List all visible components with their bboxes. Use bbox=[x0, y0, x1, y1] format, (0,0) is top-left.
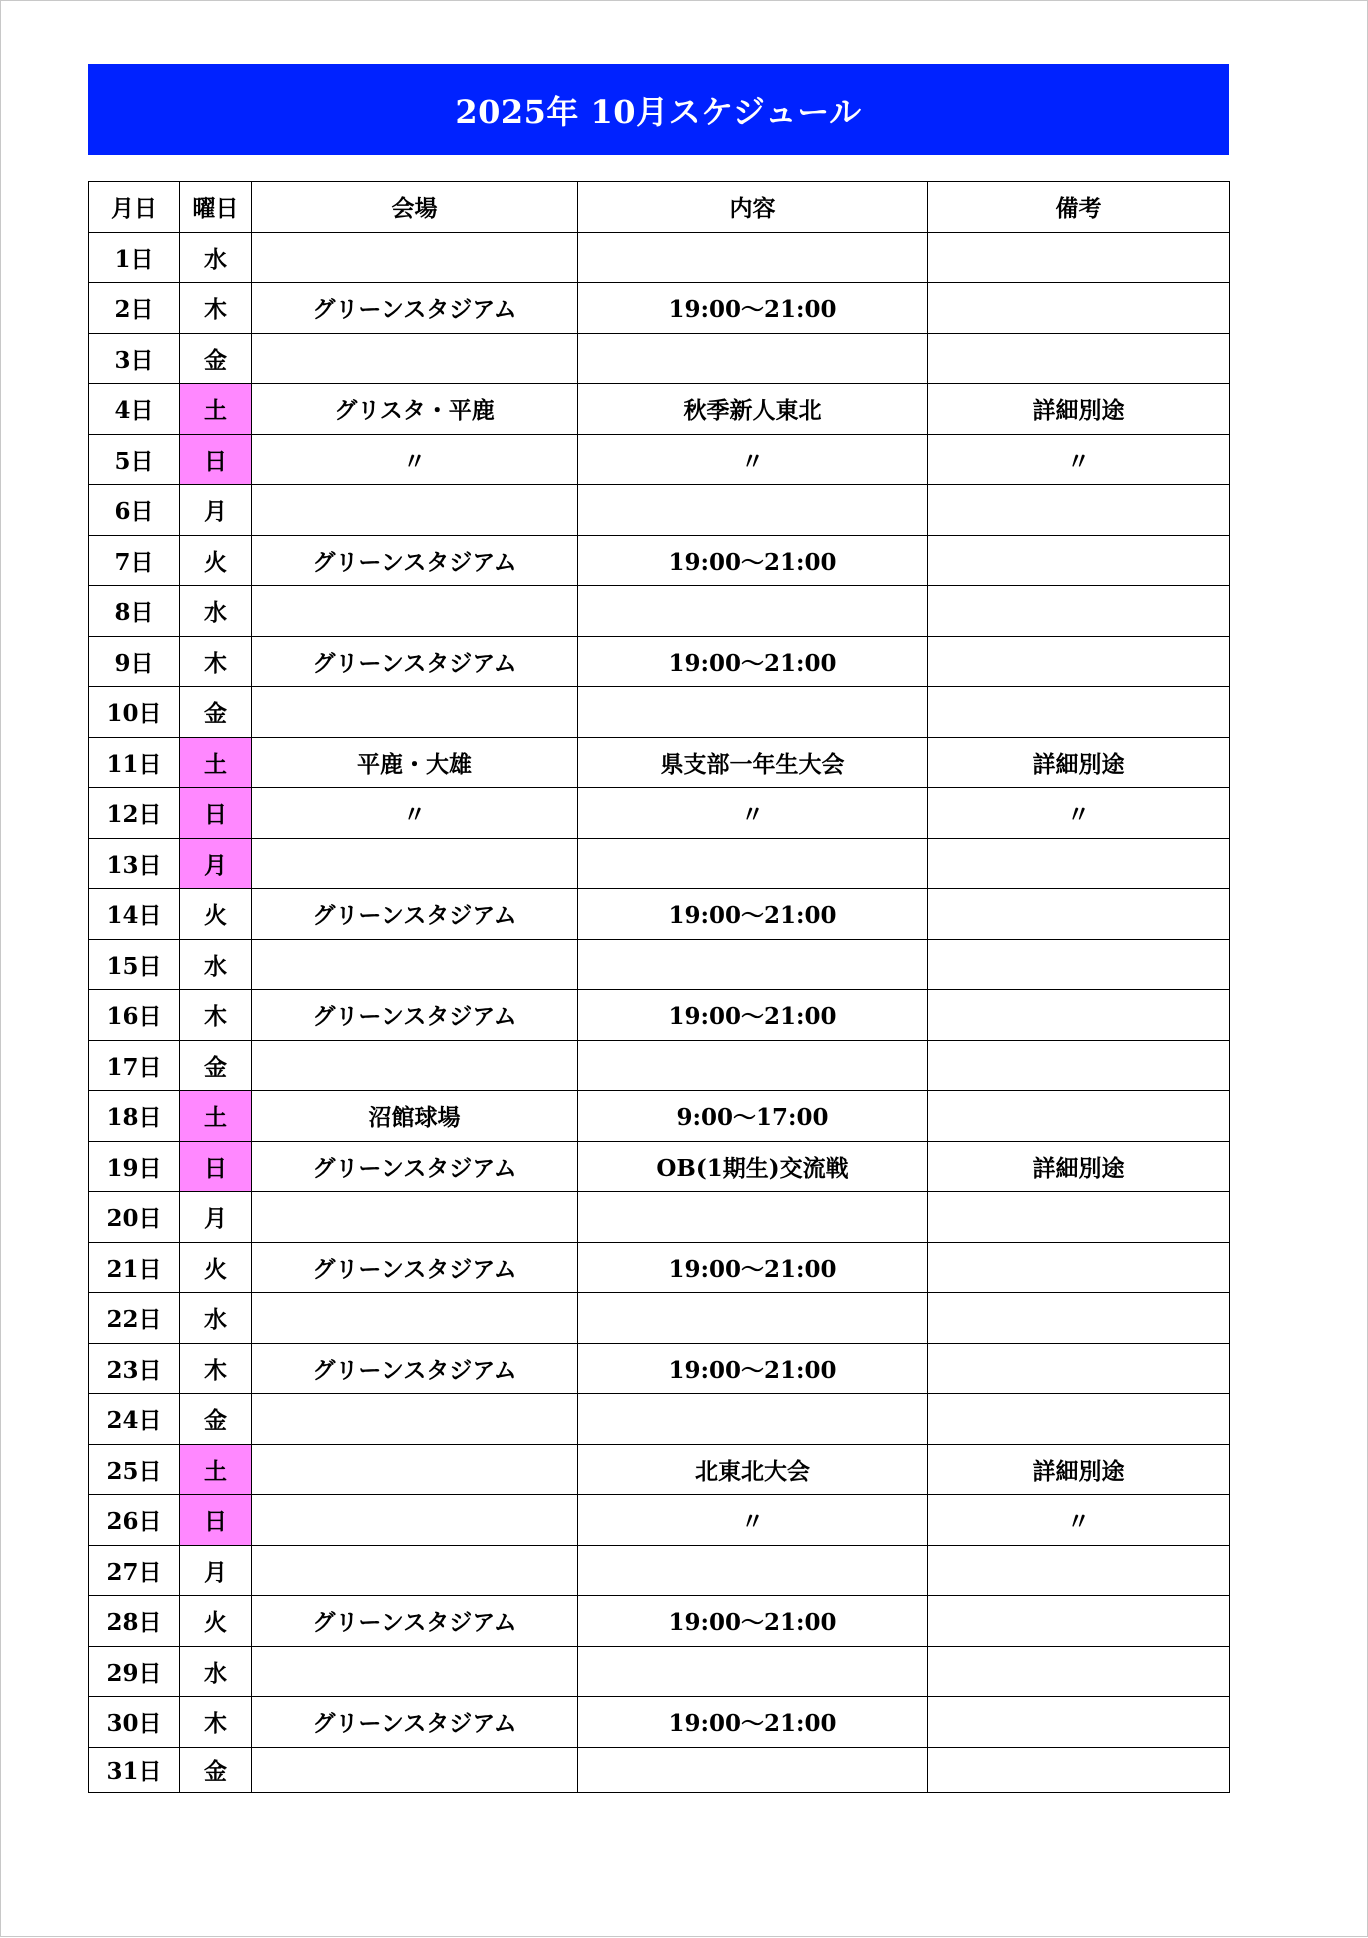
weekday-cell: 土 bbox=[180, 384, 252, 435]
content-cell: 〃 bbox=[578, 788, 928, 839]
weekday-cell: 日 bbox=[180, 1495, 252, 1546]
table-row bbox=[89, 788, 1230, 839]
venue-cell: グリーンスタジアム bbox=[252, 535, 578, 586]
venue-cell: 平鹿・大雄 bbox=[252, 737, 578, 788]
notes-cell bbox=[928, 1697, 1230, 1748]
weekday-cell: 月 bbox=[180, 838, 252, 889]
table-header-row bbox=[89, 182, 1230, 233]
weekday-cell: 金 bbox=[180, 1394, 252, 1445]
weekday-cell: 金 bbox=[180, 1040, 252, 1091]
content-cell bbox=[578, 586, 928, 637]
table-row bbox=[89, 687, 1230, 738]
weekday-cell: 水 bbox=[180, 939, 252, 990]
venue-cell: 沼館球場 bbox=[252, 1091, 578, 1142]
weekday-cell: 水 bbox=[180, 586, 252, 637]
table-row bbox=[89, 889, 1230, 940]
weekday-cell: 土 bbox=[180, 737, 252, 788]
table-row bbox=[89, 1545, 1230, 1596]
date-cell: 1日 bbox=[89, 232, 180, 283]
venue-cell bbox=[252, 1495, 578, 1546]
date-cell: 4日 bbox=[89, 384, 180, 435]
content-cell bbox=[578, 485, 928, 536]
content-cell: 9:00～17:00 bbox=[578, 1091, 928, 1142]
notes-cell bbox=[928, 939, 1230, 990]
notes-cell bbox=[928, 636, 1230, 687]
table-row bbox=[89, 1394, 1230, 1445]
date-cell: 17日 bbox=[89, 1040, 180, 1091]
notes-cell bbox=[928, 1596, 1230, 1647]
weekday-cell: 金 bbox=[180, 1747, 252, 1792]
table-row bbox=[89, 838, 1230, 889]
content-cell bbox=[578, 1040, 928, 1091]
header-date: 月日 bbox=[89, 182, 180, 233]
notes-cell bbox=[928, 1192, 1230, 1243]
date-cell: 20日 bbox=[89, 1192, 180, 1243]
weekday-cell: 火 bbox=[180, 1242, 252, 1293]
venue-cell bbox=[252, 939, 578, 990]
weekday-cell: 日 bbox=[180, 1141, 252, 1192]
notes-cell bbox=[928, 687, 1230, 738]
table-row bbox=[89, 1747, 1230, 1792]
notes-cell bbox=[928, 1394, 1230, 1445]
table-row bbox=[89, 1495, 1230, 1546]
weekday-cell: 木 bbox=[180, 636, 252, 687]
table-row bbox=[89, 1141, 1230, 1192]
venue-cell bbox=[252, 1293, 578, 1344]
venue-cell bbox=[252, 333, 578, 384]
content-cell bbox=[578, 1192, 928, 1243]
table-row bbox=[89, 434, 1230, 485]
notes-cell bbox=[928, 485, 1230, 536]
table-row bbox=[89, 1596, 1230, 1647]
notes-cell bbox=[928, 586, 1230, 637]
content-cell: 19:00～21:00 bbox=[578, 283, 928, 334]
content-cell: 〃 bbox=[578, 1495, 928, 1546]
notes-cell bbox=[928, 1040, 1230, 1091]
venue-cell: グリーンスタジアム bbox=[252, 1596, 578, 1647]
weekday-cell: 木 bbox=[180, 1343, 252, 1394]
venue-cell bbox=[252, 485, 578, 536]
header-day: 曜日 bbox=[180, 182, 252, 233]
venue-cell bbox=[252, 687, 578, 738]
table-row bbox=[89, 485, 1230, 536]
table-row bbox=[89, 1697, 1230, 1748]
venue-cell: グリーンスタジアム bbox=[252, 1697, 578, 1748]
date-cell: 31日 bbox=[89, 1747, 180, 1792]
content-cell bbox=[578, 1747, 928, 1792]
weekday-cell: 火 bbox=[180, 1596, 252, 1647]
venue-cell bbox=[252, 1192, 578, 1243]
date-cell: 21日 bbox=[89, 1242, 180, 1293]
content-cell: 北東北大会 bbox=[578, 1444, 928, 1495]
notes-cell bbox=[928, 333, 1230, 384]
venue-cell bbox=[252, 1394, 578, 1445]
table-row bbox=[89, 1343, 1230, 1394]
venue-cell: グリーンスタジアム bbox=[252, 636, 578, 687]
table-row bbox=[89, 232, 1230, 283]
venue-cell: グリーンスタジアム bbox=[252, 889, 578, 940]
notes-cell bbox=[928, 1293, 1230, 1344]
date-cell: 22日 bbox=[89, 1293, 180, 1344]
content-cell: 19:00～21:00 bbox=[578, 889, 928, 940]
notes-cell bbox=[928, 1091, 1230, 1142]
date-cell: 5日 bbox=[89, 434, 180, 485]
content-cell: 〃 bbox=[578, 434, 928, 485]
weekday-cell: 月 bbox=[180, 485, 252, 536]
table-row bbox=[89, 1646, 1230, 1697]
venue-cell: グリーンスタジアム bbox=[252, 1141, 578, 1192]
table-row bbox=[89, 1293, 1230, 1344]
date-cell: 23日 bbox=[89, 1343, 180, 1394]
header-content: 内容 bbox=[578, 182, 928, 233]
date-cell: 30日 bbox=[89, 1697, 180, 1748]
date-cell: 10日 bbox=[89, 687, 180, 738]
venue-cell: グリーンスタジアム bbox=[252, 1343, 578, 1394]
table-row bbox=[89, 737, 1230, 788]
venue-cell: グリスタ・平鹿 bbox=[252, 384, 578, 435]
notes-cell: 〃 bbox=[928, 788, 1230, 839]
content-cell: 19:00～21:00 bbox=[578, 1596, 928, 1647]
weekday-cell: 木 bbox=[180, 1697, 252, 1748]
date-cell: 2日 bbox=[89, 283, 180, 334]
venue-cell bbox=[252, 232, 578, 283]
header-venue: 会場 bbox=[252, 182, 578, 233]
venue-cell: グリーンスタジアム bbox=[252, 283, 578, 334]
weekday-cell: 月 bbox=[180, 1192, 252, 1243]
content-cell: 19:00～21:00 bbox=[578, 535, 928, 586]
notes-cell bbox=[928, 535, 1230, 586]
content-cell bbox=[578, 1394, 928, 1445]
notes-cell: 〃 bbox=[928, 434, 1230, 485]
notes-cell bbox=[928, 838, 1230, 889]
weekday-cell: 水 bbox=[180, 232, 252, 283]
content-cell bbox=[578, 838, 928, 889]
venue-cell: グリーンスタジアム bbox=[252, 990, 578, 1041]
notes-cell bbox=[928, 1343, 1230, 1394]
weekday-cell: 日 bbox=[180, 788, 252, 839]
date-cell: 7日 bbox=[89, 535, 180, 586]
venue-cell: グリーンスタジアム bbox=[252, 1242, 578, 1293]
date-cell: 28日 bbox=[89, 1596, 180, 1647]
table-row bbox=[89, 1444, 1230, 1495]
table-row bbox=[89, 939, 1230, 990]
weekday-cell: 金 bbox=[180, 333, 252, 384]
table-row bbox=[89, 586, 1230, 637]
date-cell: 12日 bbox=[89, 788, 180, 839]
date-cell: 25日 bbox=[89, 1444, 180, 1495]
content-cell bbox=[578, 232, 928, 283]
venue-cell: 〃 bbox=[252, 434, 578, 485]
date-cell: 6日 bbox=[89, 485, 180, 536]
weekday-cell: 木 bbox=[180, 990, 252, 1041]
notes-cell bbox=[928, 1242, 1230, 1293]
notes-cell bbox=[928, 889, 1230, 940]
notes-cell: 詳細別途 bbox=[928, 384, 1230, 435]
content-cell: 19:00～21:00 bbox=[578, 1343, 928, 1394]
notes-cell: 〃 bbox=[928, 1495, 1230, 1546]
notes-cell bbox=[928, 1646, 1230, 1697]
content-cell: 19:00～21:00 bbox=[578, 1697, 928, 1748]
venue-cell bbox=[252, 1646, 578, 1697]
content-cell: 19:00～21:00 bbox=[578, 636, 928, 687]
table-row bbox=[89, 636, 1230, 687]
weekday-cell: 水 bbox=[180, 1293, 252, 1344]
notes-cell bbox=[928, 283, 1230, 334]
table-row bbox=[89, 1040, 1230, 1091]
date-cell: 24日 bbox=[89, 1394, 180, 1445]
content-cell: 19:00～21:00 bbox=[578, 1242, 928, 1293]
venue-cell bbox=[252, 1444, 578, 1495]
content-cell bbox=[578, 1646, 928, 1697]
date-cell: 27日 bbox=[89, 1545, 180, 1596]
venue-cell bbox=[252, 1545, 578, 1596]
venue-cell bbox=[252, 586, 578, 637]
content-cell bbox=[578, 939, 928, 990]
venue-cell bbox=[252, 1040, 578, 1091]
content-cell: 県支部一年生大会 bbox=[578, 737, 928, 788]
table-row bbox=[89, 1091, 1230, 1142]
weekday-cell: 水 bbox=[180, 1646, 252, 1697]
notes-cell bbox=[928, 1545, 1230, 1596]
content-cell bbox=[578, 1545, 928, 1596]
table-row bbox=[89, 283, 1230, 334]
notes-cell: 詳細別途 bbox=[928, 1141, 1230, 1192]
table-row bbox=[89, 990, 1230, 1041]
weekday-cell: 金 bbox=[180, 687, 252, 738]
date-cell: 16日 bbox=[89, 990, 180, 1041]
table-row bbox=[89, 1192, 1230, 1243]
notes-cell: 詳細別途 bbox=[928, 737, 1230, 788]
weekday-cell: 土 bbox=[180, 1091, 252, 1142]
date-cell: 26日 bbox=[89, 1495, 180, 1546]
date-cell: 3日 bbox=[89, 333, 180, 384]
notes-cell bbox=[928, 232, 1230, 283]
weekday-cell: 火 bbox=[180, 889, 252, 940]
date-cell: 15日 bbox=[89, 939, 180, 990]
content-cell bbox=[578, 333, 928, 384]
header-notes: 備考 bbox=[928, 182, 1230, 233]
weekday-cell: 月 bbox=[180, 1545, 252, 1596]
venue-cell bbox=[252, 1747, 578, 1792]
content-cell bbox=[578, 687, 928, 738]
date-cell: 9日 bbox=[89, 636, 180, 687]
notes-cell: 詳細別途 bbox=[928, 1444, 1230, 1495]
weekday-cell: 日 bbox=[180, 434, 252, 485]
date-cell: 13日 bbox=[89, 838, 180, 889]
table-row bbox=[89, 535, 1230, 586]
date-cell: 19日 bbox=[89, 1141, 180, 1192]
weekday-cell: 木 bbox=[180, 283, 252, 334]
venue-cell: 〃 bbox=[252, 788, 578, 839]
date-cell: 29日 bbox=[89, 1646, 180, 1697]
weekday-cell: 土 bbox=[180, 1444, 252, 1495]
date-cell: 14日 bbox=[89, 889, 180, 940]
weekday-cell: 火 bbox=[180, 535, 252, 586]
schedule-table bbox=[88, 181, 1230, 1793]
date-cell: 8日 bbox=[89, 586, 180, 637]
content-cell: OB(1期生)交流戦 bbox=[578, 1141, 928, 1192]
notes-cell bbox=[928, 1747, 1230, 1792]
venue-cell bbox=[252, 838, 578, 889]
table-row bbox=[89, 384, 1230, 435]
content-cell: 秋季新人東北 bbox=[578, 384, 928, 435]
page-title: 2025年 10月スケジュール bbox=[88, 64, 1229, 155]
table-row bbox=[89, 333, 1230, 384]
date-cell: 18日 bbox=[89, 1091, 180, 1142]
content-cell bbox=[578, 1293, 928, 1344]
date-cell: 11日 bbox=[89, 737, 180, 788]
notes-cell bbox=[928, 990, 1230, 1041]
content-cell: 19:00～21:00 bbox=[578, 990, 928, 1041]
table-row bbox=[89, 1242, 1230, 1293]
